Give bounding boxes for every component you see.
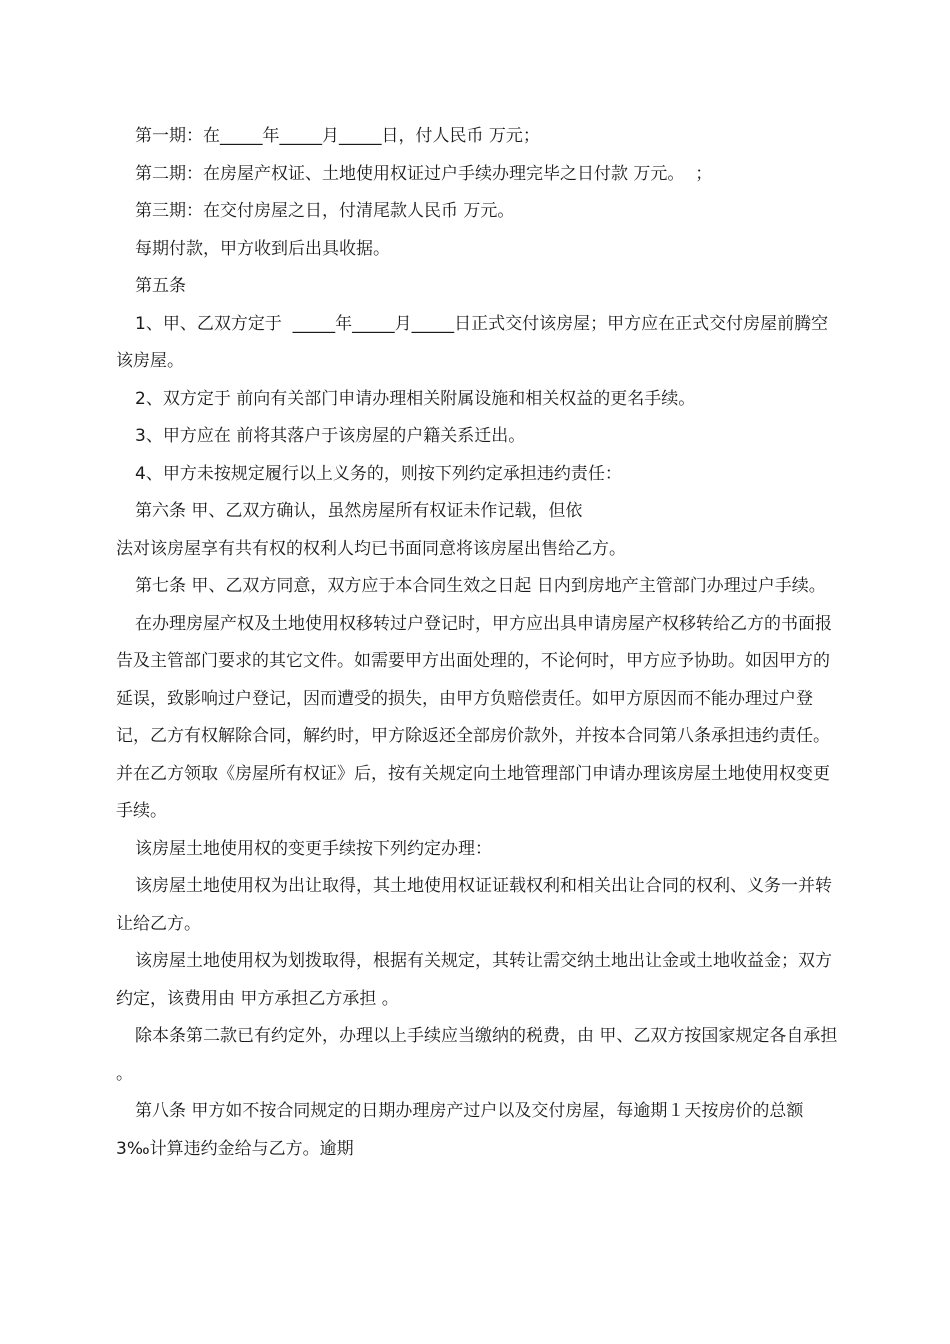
article-5-clause-3: 3、甲方应在 前将其落户于该房屋的户籍关系迁出。: [135, 426, 526, 446]
land-use-transfer-clause: 该房屋土地使用权为出让取得，其土地使用权证证载权利和相关出让合同的权利、义务一并转让给乙方。: [116, 876, 832, 934]
article-7: 第七条 甲、乙双方同意，双方应于本合同生效之日起 日内到房地产主管部门办理过户手续。: [135, 576, 826, 596]
payment-phase-2: 第二期：在房屋产权证、土地使用权证过户手续办理完毕之日付款 万元。 ；: [135, 163, 713, 184]
article-6-continued: 法对该房屋享有共有权的权利人均已书面同意将该房屋出售给乙方。: [116, 538, 626, 559]
article-5-clause-2: 2、双方定于 前向有关部门申请办理相关附属设施和相关权益的更名手续。: [135, 388, 696, 409]
article-8: 第八条 甲方如不按合同规定的日期办理房产过户以及交付房屋，每逾期１天按房价的总额 3‰计算违约金给与乙方。逾期: [116, 1101, 809, 1159]
payment-receipt-note: 每期付款，甲方收到后出具收据。: [135, 238, 390, 259]
article-5-clause-1: 1、甲、乙双方定于 _____年_____月_____日正式交付该房屋；甲方应在正式交付房屋前腾空该房屋。: [116, 313, 829, 371]
article-6: 第六条 甲、乙双方确认，虽然房屋所有权证未作记载，但依: [135, 501, 583, 521]
payment-phase-3: 第三期：在交付房屋之日，付清尾款人民币 万元。: [135, 201, 515, 221]
tax-fee-clause: 除本条第二款已有约定外，办理以上手续应当缴纳的税费，由 甲、乙双方按国家规定各自承担 。: [116, 1026, 843, 1084]
transfer-registration-paragraph: 在办理房屋产权及土地使用权移转过户登记时，甲方应出具申请房屋产权移转给乙方的书面报告及主管部门要求的其它文件。如需要甲方出面处理的，不论何时，甲方应予协助。如因甲方的延误，致影响过户登记，因而遭受的损失，由甲方负赔偿责任。如甲方原因而不能办理过户登记，乙方有权解除合同，解约时，甲方除返还全部房价款外，并按本合同第八条承担违约责任。并在乙方领取《房屋所有权证》后，按有关规定向土地管理部门申请办理该房屋土地使用权变更手续。: [116, 613, 832, 821]
land-use-change-intro: 该房屋土地使用权的变更手续按下列约定办理：: [135, 838, 492, 859]
article-5-clause-4: 4、甲方未按规定履行以上义务的，则按下列约定承担违约责任：: [135, 463, 622, 484]
payment-phase-1: 第一期：在_____年_____月_____日，付人民币 万元；: [135, 126, 540, 146]
land-use-allocation-clause: 该房屋土地使用权为划拨取得，根据有关规定，其转让需交纳土地出让金或土地收益金；双方约定，该费用由 甲方承担乙方承担 。: [116, 951, 832, 1009]
article-5-heading: 第五条: [135, 276, 186, 296]
document-body: [116, 118, 843, 1168]
